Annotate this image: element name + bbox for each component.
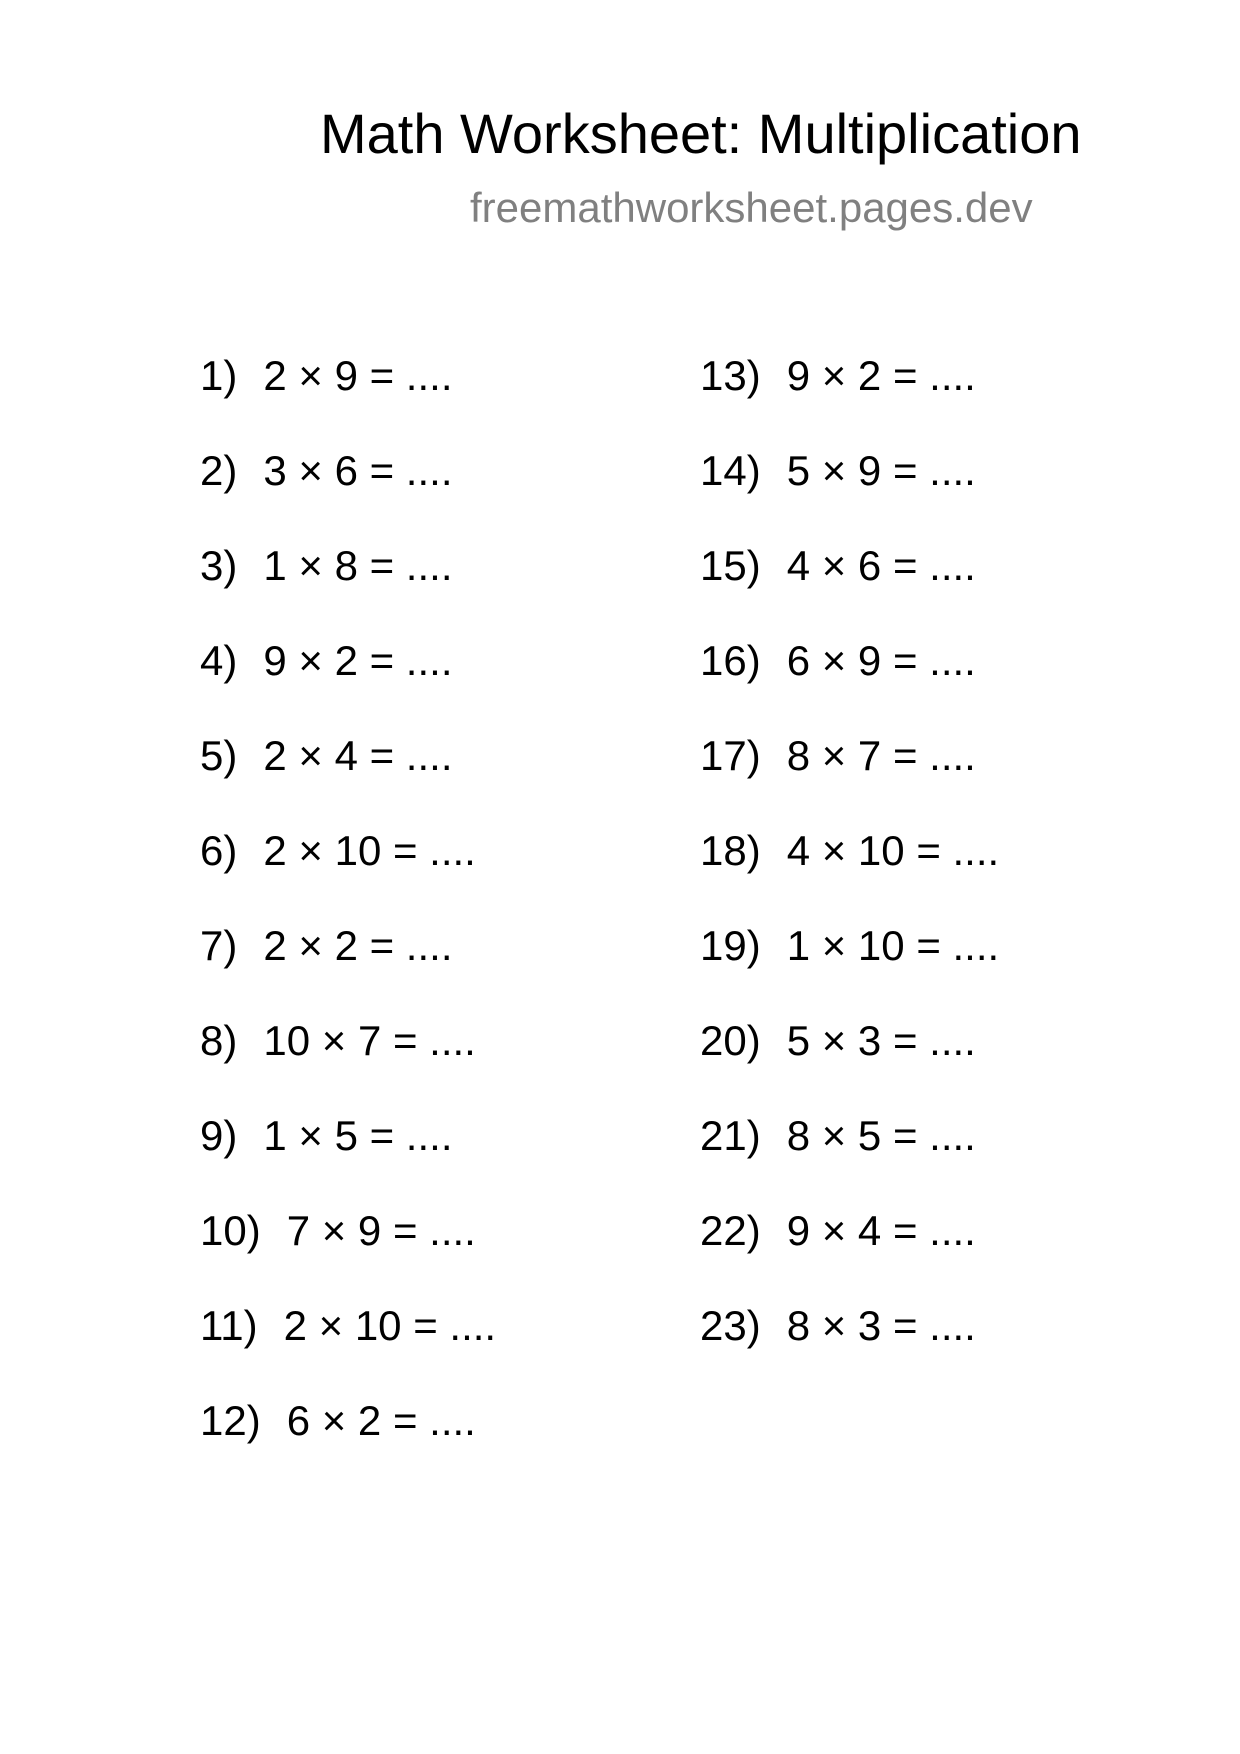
problem-21 — [700, 1110, 999, 1205]
problem-1 — [200, 350, 496, 445]
problem-expression: 4 × 6 = .... — [786, 542, 976, 589]
problem-5 — [200, 730, 496, 825]
problem-number: 23) — [700, 1302, 761, 1349]
problem-expression: 1 × 10 = .... — [786, 922, 1000, 969]
problem-number: 7) — [200, 922, 238, 969]
problem-number: 9) — [200, 1112, 238, 1159]
problem-expression: 2 × 10 = .... — [283, 1302, 497, 1349]
problem-expression: 8 × 3 = .... — [786, 1302, 976, 1349]
problem-expression: 1 × 5 = .... — [263, 1112, 453, 1159]
problem-13 — [700, 350, 999, 445]
problem-12 — [200, 1395, 496, 1490]
problem-expression: 3 × 6 = .... — [263, 447, 453, 494]
problem-number: 20) — [700, 1017, 761, 1064]
problem-expression: 2 × 4 = .... — [263, 732, 453, 779]
problem-number: 2) — [200, 447, 238, 494]
problem-22 — [700, 1205, 999, 1300]
problem-number: 1) — [200, 352, 238, 399]
problem-expression: 9 × 4 = .... — [786, 1207, 976, 1254]
problem-number: 4) — [200, 637, 238, 684]
problem-number: 13) — [700, 352, 761, 399]
problem-9 — [200, 1110, 496, 1205]
problem-number: 16) — [700, 637, 761, 684]
problem-number: 12) — [200, 1397, 261, 1444]
problem-expression: 2 × 2 = .... — [263, 922, 453, 969]
problem-15 — [700, 540, 999, 635]
problem-19 — [700, 920, 999, 1015]
problem-number: 11) — [200, 1302, 258, 1349]
problem-expression: 9 × 2 = .... — [786, 352, 976, 399]
problem-number: 19) — [700, 922, 761, 969]
problem-expression: 9 × 2 = .... — [263, 637, 453, 684]
problem-number: 18) — [700, 827, 761, 874]
problem-column-left — [200, 350, 496, 1490]
problem-expression: 8 × 7 = .... — [786, 732, 976, 779]
problem-23 — [700, 1300, 999, 1395]
problem-6 — [200, 825, 496, 920]
problem-expression: 1 × 8 = .... — [263, 542, 453, 589]
problem-expression: 8 × 5 = .... — [786, 1112, 976, 1159]
problem-expression: 2 × 9 = .... — [263, 352, 453, 399]
problem-7 — [200, 920, 496, 1015]
problem-number: 6) — [200, 827, 238, 874]
problem-number: 3) — [200, 542, 238, 589]
problem-expression: 6 × 2 = .... — [286, 1397, 476, 1444]
problem-expression: 5 × 9 = .... — [786, 447, 976, 494]
problem-14 — [700, 445, 999, 540]
problem-number: 15) — [700, 542, 761, 589]
problem-3 — [200, 540, 496, 635]
problem-11 — [200, 1300, 496, 1395]
problem-18 — [700, 825, 999, 920]
problem-number: 17) — [700, 732, 761, 779]
site-url: freemathworksheet.pages.dev — [470, 184, 1033, 231]
problem-10 — [200, 1205, 496, 1300]
problem-expression: 6 × 9 = .... — [786, 637, 976, 684]
problem-number: 14) — [700, 447, 761, 494]
problem-2 — [200, 445, 496, 540]
problem-expression: 5 × 3 = .... — [786, 1017, 976, 1064]
problem-17 — [700, 730, 999, 825]
page-title: Math Worksheet: Multiplication — [320, 102, 1082, 165]
problem-expression: 4 × 10 = .... — [786, 827, 1000, 874]
problem-4 — [200, 635, 496, 730]
problem-expression: 10 × 7 = .... — [263, 1017, 476, 1064]
problem-number: 8) — [200, 1017, 238, 1064]
problem-expression: 2 × 10 = .... — [263, 827, 476, 874]
problem-number: 21) — [700, 1112, 761, 1159]
problem-number: 10) — [200, 1207, 261, 1254]
problem-column-right — [700, 350, 999, 1395]
problem-number: 22) — [700, 1207, 761, 1254]
problem-8 — [200, 1015, 496, 1110]
problem-expression: 7 × 9 = .... — [286, 1207, 476, 1254]
problem-number: 5) — [200, 732, 238, 779]
problem-20 — [700, 1015, 999, 1110]
problem-16 — [700, 635, 999, 730]
